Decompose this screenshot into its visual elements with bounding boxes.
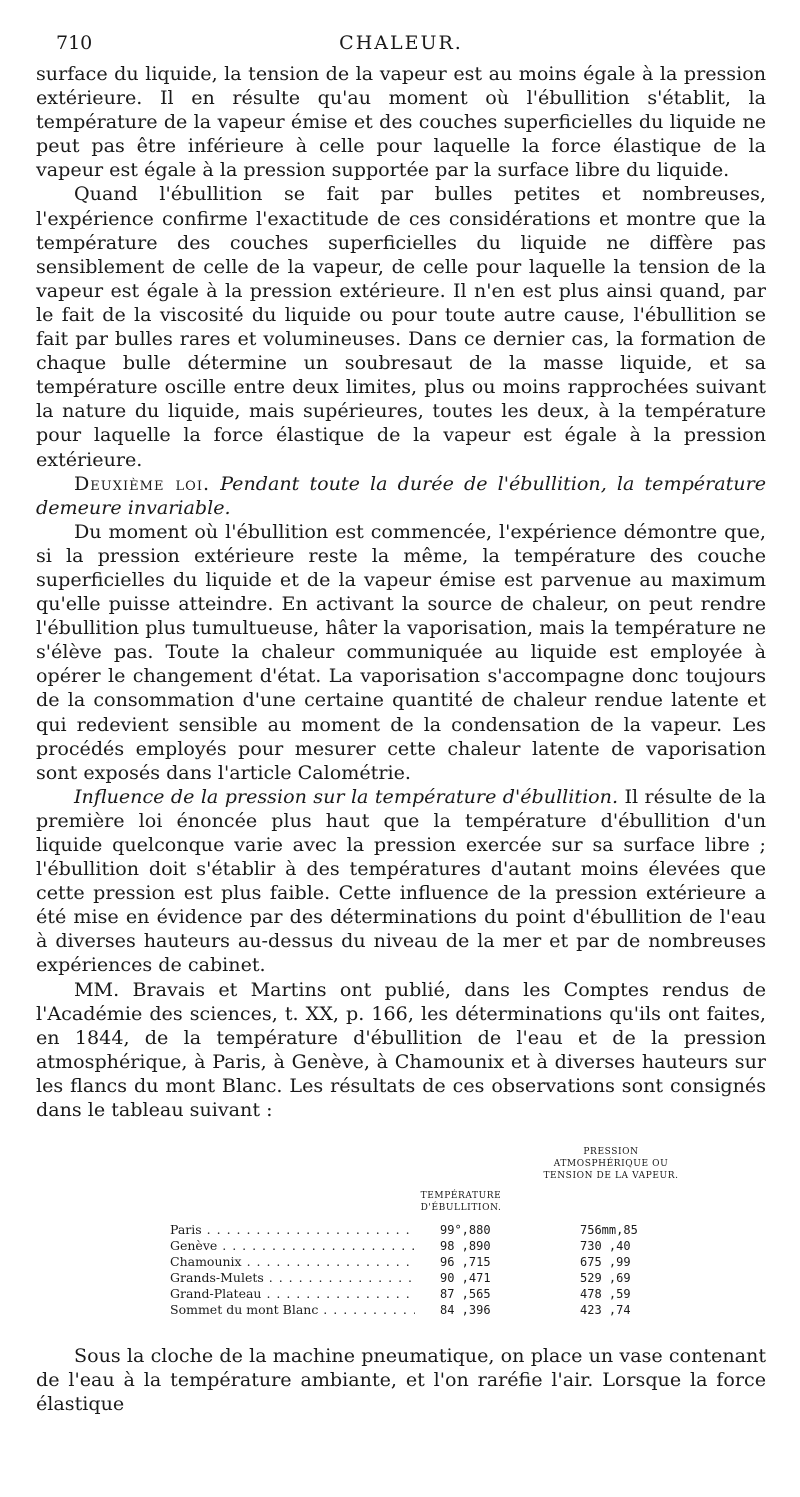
running-title: CHALEUR. (339, 32, 463, 54)
paragraph-4-text: Il résulte de la première loi énoncée plus haut que la température d'ébullition d'un liquide quelconque varie avec la pression exercée sur sa surface libre ; l'ébullition doit s'établir à des températures d'autant moins élevées que cette pression est plus faible. Cette influence de la pression extérieure a été mise en évidence par des déterminations du point d'ébullition de l'eau à diverses hauteurs au-dessus du niveau de la mer et par de nombreuses expériences de cabinet. (36, 784, 766, 977)
row-temperature: 90 ,471 (440, 1271, 491, 1286)
table-row (170, 1238, 690, 1254)
paragraph-3: Du moment où l'ébullition est commencée, l'expérience démontre que, si la pression extérieure reste la même, la température des couche superficielles du liquide et de la vapeur émise est parvenue au maximum qu'elle puisse atteindre. En activant la source de chaleur, on peut rendre l'ébullition plus tumultueuse, hâter la vaporisation, mais la température ne s'élève pas. Toute la chaleur communiquée au liquide est employée à opérer le changement d'état. La vaporisation s'accompagne donc toujours de la consommation d'une certaine quantité de chaleur rendue latente et qui redevient sensible au moment de la condensation de la vapeur. Les procédés employés pour mesurer cette chaleur latente de vaporisation sont exposés dans l'article Calométrie. (36, 519, 766, 784)
row-place: Sommet du mont Blanc . . . (170, 1302, 415, 1318)
table-row (170, 1254, 690, 1270)
row-place: Grands-Mulets . . . (170, 1270, 415, 1286)
page-number: 710 (56, 32, 93, 54)
paragraph-6: Sous la cloche de la machine pneumatique, on place un vase contenant de l'eau à la température ambiante, et l'on raréfie l'air. Lorsque la force élastique (36, 1344, 766, 1416)
row-temperature: 96 ,715 (440, 1255, 491, 1270)
paragraph-4 (36, 785, 766, 978)
page-header (36, 28, 766, 62)
paragraph-5: MM. Bravais et Martins ont publié, dans les Comptes rendus de l'Académie des sciences, t. XX, p. 166, les déterminations qu'ils ont faites, en 1844, de la température d'ébullition de l'eau et de la pression atmosphérique, à Paris, à Genève, à Chamounix et à diverses hauteurs sur les flancs du mont Blanc. Les résultats de ces observations sont consignés dans le tableau suivant : (36, 977, 766, 1122)
table-row (170, 1270, 690, 1286)
second-law (36, 472, 766, 520)
row-temperature: 87 ,565 (440, 1287, 491, 1302)
row-pressure: 529 ,69 (580, 1271, 631, 1286)
row-pressure: 730 ,40 (580, 1239, 631, 1254)
second-law-statement: Pendant toute la durée de l'ébullition, la température demeure invariable. (36, 471, 767, 519)
row-place: Genève . . . (170, 1238, 415, 1254)
paragraph-1: surface du liquide, la tension de la vapeur est au moins égale à la pression extérieure. Il en résulte qu'au moment où l'ébullition s'établit, la température de la vapeur émise et des couches superficielles du liquide ne peut pas être inférieure à celle pour laquelle la force élastique de la vapeur est égale à la pression supportée par la surface libre du liquide. (36, 62, 766, 182)
second-law-label: Deuxième loi. (74, 471, 211, 495)
row-place: Chamounix . . . (170, 1254, 415, 1270)
row-temperature: 84 ,396 (440, 1303, 491, 1318)
row-place: Paris . . . (170, 1222, 415, 1238)
column-header-pressure: PRESSION ATMOSPHÉRIQUE OU TENSION DE LA VAPEUR. (543, 1147, 679, 1182)
row-pressure: 675 ,99 (580, 1255, 631, 1270)
table-rows (170, 1222, 690, 1318)
book-page (36, 28, 766, 1416)
page-body-continued (36, 1344, 766, 1416)
table-row (170, 1302, 690, 1318)
paragraph-4-heading: Influence de la pression sur la température d'ébullition. (74, 784, 619, 808)
row-temperature: 99°,880 (440, 1223, 491, 1238)
row-pressure: 423 ,74 (580, 1303, 631, 1318)
page-body (36, 62, 766, 1122)
boiling-point-table (36, 1146, 766, 1334)
row-temperature: 98 ,890 (440, 1239, 491, 1254)
column-header-temperature: TEMPÉRATURE D'ÉBULLITION. (420, 1191, 502, 1214)
row-pressure: 756mm,85 (580, 1223, 638, 1238)
row-place: Grand-Plateau . . . (170, 1286, 415, 1302)
table-row (170, 1222, 690, 1238)
table-row (170, 1286, 690, 1302)
paragraph-2: Quand l'ébullition se fait par bulles petites et nombreuses, l'expérience confirme l'exactitude de ces considérations et montre que la température des couches superficielles du liquide ne diffère pas sensiblement de celle de la vapeur, de celle pour laquelle la tension de la vapeur est égale à la pression extérieure. Il n'en est plus ainsi quand, par le fait de la viscosité du liquide ou pour toute autre cause, l'ébullition se fait par bulles rares et volumineuses. Dans ce dernier cas, la formation de chaque bulle détermine un soubresaut de la masse liquide, et sa température oscille entre deux limites, plus ou moins rapprochées suivant la nature du liquide, mais supérieures, toutes les deux, à la température pour laquelle la force élastique de la vapeur est égale à la pression extérieure. (36, 182, 766, 471)
row-pressure: 478 ,59 (580, 1287, 631, 1302)
